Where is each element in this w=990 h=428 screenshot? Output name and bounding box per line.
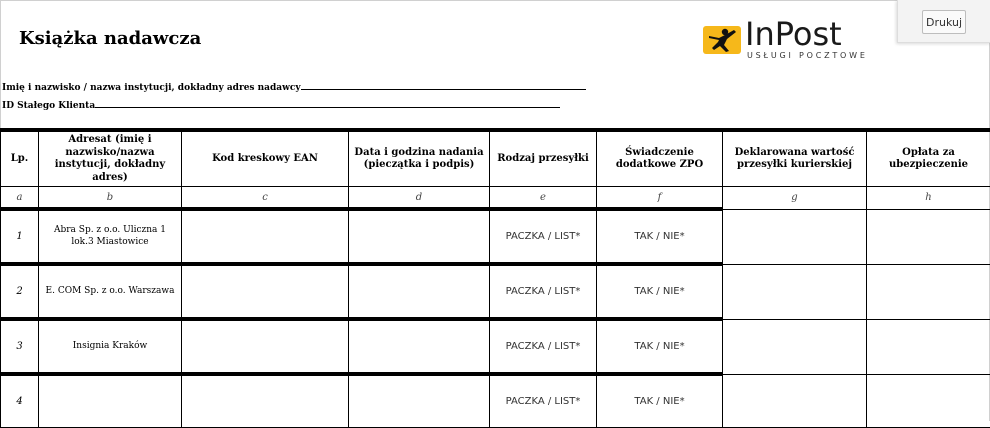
header-row — [1, 130, 990, 187]
column-header-date: Data i godzina nadania (pieczątka i podpis) — [349, 130, 490, 187]
date-cell — [349, 319, 490, 374]
logo-wordmark: InPost — [745, 18, 842, 50]
shipment-type-cell: PACZKA / LIST* — [490, 374, 597, 428]
declared-value-cell — [723, 374, 867, 428]
ean-cell — [182, 264, 349, 319]
column-header-type: Rodzaj przesyłki — [490, 130, 597, 187]
row-number: 2 — [1, 264, 39, 319]
date-cell — [349, 209, 490, 264]
declared-value-cell — [723, 209, 867, 264]
column-header-declared-value: Deklarowana wartość przesyłki kurierskiej — [723, 130, 867, 187]
column-header-lp: Lp. — [1, 130, 39, 187]
insurance-cell — [867, 264, 990, 319]
zpo-cell: TAK / NIE* — [597, 264, 723, 319]
recipient-cell — [39, 374, 182, 428]
column-header-recipient: Adresat (imię i nazwisko/nazwa instytucji, dokładny adres) — [39, 130, 182, 187]
insurance-cell — [867, 374, 990, 428]
ean-cell — [182, 319, 349, 374]
client-id-field — [2, 98, 560, 111]
recipient-cell: Abra Sp. z o.o. Uliczna 1 lok.3 Miastowice — [39, 209, 182, 264]
zpo-cell: TAK / NIE* — [597, 319, 723, 374]
column-letter: e — [490, 187, 597, 210]
page-title: Książka nadawcza — [19, 28, 201, 49]
table-row — [1, 319, 990, 374]
column-header-ean: Kod kreskowy EAN — [182, 130, 349, 187]
declared-value-cell — [723, 264, 867, 319]
column-letter: c — [182, 187, 349, 210]
row-number: 3 — [1, 319, 39, 374]
recipient-cell: Insignia Kraków — [39, 319, 182, 374]
shipment-type-cell: PACZKA / LIST* — [490, 319, 597, 374]
date-cell — [349, 264, 490, 319]
row-number: 1 — [1, 209, 39, 264]
insurance-cell — [867, 319, 990, 374]
client-id-label: ID Stałego Klienta — [2, 101, 95, 111]
ean-cell — [182, 209, 349, 264]
insurance-cell — [867, 209, 990, 264]
shipment-type-cell: PACZKA / LIST* — [490, 264, 597, 319]
declared-value-cell — [723, 319, 867, 374]
shipment-type-cell: PACZKA / LIST* — [490, 209, 597, 264]
zpo-cell: TAK / NIE* — [597, 374, 723, 428]
client-id-blank-line — [95, 98, 560, 108]
row-number: 4 — [1, 374, 39, 428]
sender-label: Imię i nazwisko / nazwa instytucji, dokładny adres nadawcy — [2, 83, 301, 93]
recipient-cell: E. COM Sp. z o.o. Warszawa — [39, 264, 182, 319]
column-letter: h — [867, 187, 990, 210]
column-letter: b — [39, 187, 182, 210]
print-panel — [897, 0, 990, 43]
table-row — [1, 374, 990, 428]
column-letters-row — [1, 187, 990, 210]
column-header-zpo: Świadczenie dodatkowe ZPO — [597, 130, 723, 187]
sender-blank-line — [301, 80, 586, 90]
date-cell — [349, 374, 490, 428]
column-letter: a — [1, 187, 39, 210]
logo-subtitle: USŁUGI POCZTOWE — [747, 51, 868, 60]
column-letter: f — [597, 187, 723, 210]
inpost-logo — [703, 24, 888, 64]
column-header-insurance: Opłata za ubezpieczenie — [867, 130, 990, 187]
sender-field — [2, 80, 586, 93]
dispatch-book-table — [0, 128, 990, 428]
inpost-logo-icon — [703, 26, 741, 54]
column-letter: g — [723, 187, 867, 210]
table-row — [1, 209, 990, 264]
print-button[interactable]: Drukuj — [922, 10, 966, 34]
column-letter: d — [349, 187, 490, 210]
ean-cell — [182, 374, 349, 428]
zpo-cell: TAK / NIE* — [597, 209, 723, 264]
table-row — [1, 264, 990, 319]
